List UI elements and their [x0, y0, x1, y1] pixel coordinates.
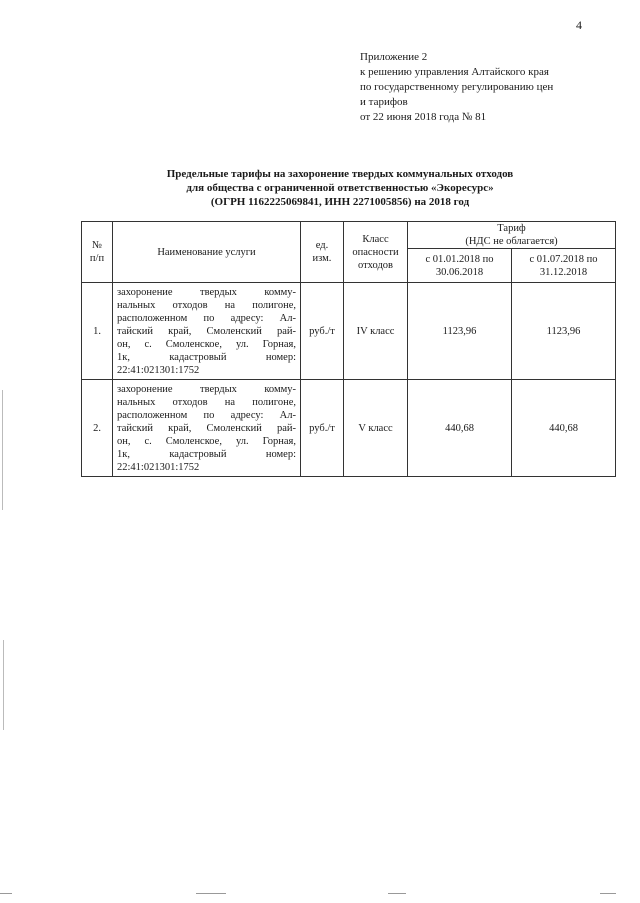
- scan-artifact: [600, 893, 616, 894]
- row-unit: руб./т: [301, 380, 344, 477]
- scan-artifact: [2, 390, 3, 510]
- row-tariff-h2: 1123,96: [512, 283, 616, 380]
- row-tariff-h1: 440,68: [408, 380, 512, 477]
- header-hazard-class: Класс опасности отходов: [344, 222, 408, 283]
- appendix-line: Приложение 2: [360, 51, 428, 63]
- row-num: 2.: [82, 380, 113, 477]
- row-unit: руб./т: [301, 283, 344, 380]
- scan-artifact: [388, 893, 406, 894]
- header-service: Наименование услуги: [113, 222, 301, 283]
- scan-artifact: [196, 893, 226, 894]
- appendix-line: к решению управления Алтайского края: [360, 66, 549, 78]
- appendix-block: [360, 50, 553, 125]
- row-service: захоронение твердых комму- нальных отходов на полигоне, расположенном по адресу: Ал- тайский край, Смоленский рай- он, с. Смоленское, ул. Горная, 1к, кадастровый номер: 22:41:021301:1752: [113, 283, 301, 380]
- row-service: захоронение твердых комму- нальных отходов на полигоне, расположенном по адресу: Ал- тайский край, Смоленский рай- он, с. Смоленское, ул. Горная, 1к, кадастровый номер: 22:41:021301:1752: [113, 380, 301, 477]
- row-num: 1.: [82, 283, 113, 380]
- row-tariff-h2: 440,68: [512, 380, 616, 477]
- title-line: (ОГРН 1162225069841, ИНН 2271005856) на 2018 год: [210, 196, 470, 208]
- header-num: № п/п: [82, 222, 113, 283]
- appendix-line: по государственному регулированию цен: [360, 81, 554, 93]
- page-number: 4: [576, 18, 582, 32]
- scan-artifact: [0, 893, 12, 894]
- table-row: [82, 283, 616, 380]
- appendix-line: и тарифов: [360, 96, 408, 108]
- title-line: для общества с ограниченной ответственностью «Экоресурс»: [186, 182, 494, 194]
- header-unit: ед. изм.: [301, 222, 344, 283]
- scan-artifact: [3, 640, 4, 730]
- title-line: Предельные тарифы на захоронение твердых коммунальных отходов: [166, 168, 514, 180]
- appendix-line: от 22 июня 2018 года № 81: [360, 111, 487, 123]
- header-tariff: Тариф (НДС не облагается): [408, 222, 616, 249]
- row-hazard-class: IV класс: [344, 283, 408, 380]
- header-period-2: с 01.07.2018 по 31.12.2018: [512, 249, 616, 283]
- table-row: [82, 380, 616, 477]
- row-tariff-h1: 1123,96: [408, 283, 512, 380]
- header-period-1: с 01.01.2018 по 30.06.2018: [408, 249, 512, 283]
- document-title: [60, 167, 620, 209]
- tariff-table: [81, 221, 616, 477]
- table-header-row: [82, 222, 616, 249]
- row-hazard-class: V класс: [344, 380, 408, 477]
